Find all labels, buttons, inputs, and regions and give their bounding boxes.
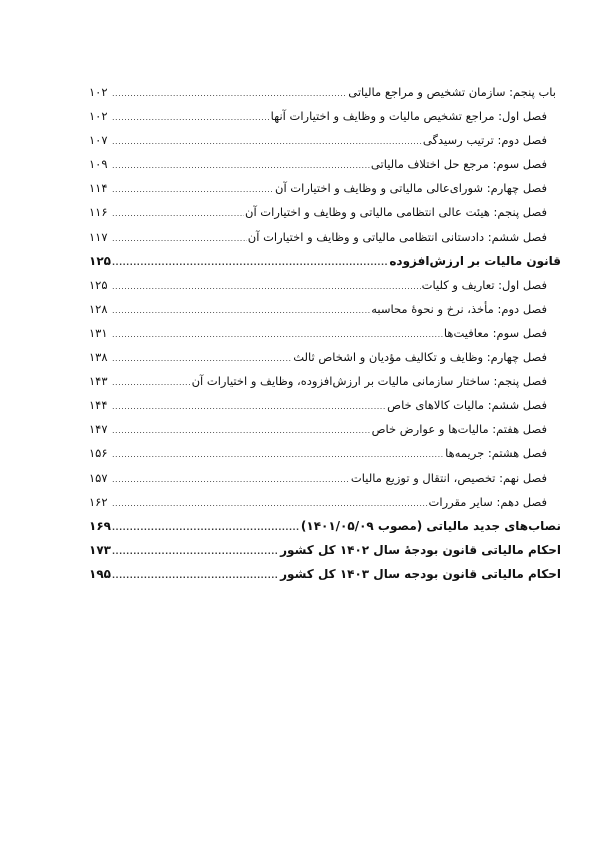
toc-entry[interactable] <box>89 441 561 465</box>
toc-entry-page-number: ۱۲۸ <box>89 301 108 316</box>
toc-entry[interactable] <box>89 128 561 152</box>
toc-entry[interactable] <box>89 152 561 176</box>
dot-leader <box>112 130 422 154</box>
toc-entry-page-number: ۱۵۷ <box>89 470 108 485</box>
toc-entry[interactable] <box>89 345 561 369</box>
toc-entry-title: فصل پنجم: هیئت عالی انتظامی مالیاتی و وظایف و اختیارات آن <box>245 205 547 220</box>
toc-entry[interactable] <box>89 417 561 441</box>
toc-entry[interactable] <box>89 200 561 224</box>
toc-entry-title: فصل نهم: تخصیص، انتقال و توزیع مالیات <box>350 470 547 485</box>
dot-leader <box>112 443 444 467</box>
toc-entry-title: فصل چهارم: شورای‌عالی مالیاتی و وظایف و اختیارات آن <box>275 181 547 196</box>
toc-entry-page-number: ۱۴۷ <box>89 422 108 437</box>
toc-entry-page-number: ۱۰۲ <box>89 109 108 124</box>
toc-entry-title: فصل ششم: دادستانی انتظامی مالیاتی و وظایف و اختیارات آن <box>247 229 547 244</box>
toc-entry-page-number: ۱۴۳ <box>89 374 108 389</box>
toc-entry-title: قانون مالیات بر ارزش‌افزوده <box>389 253 561 268</box>
toc-entry-title: فصل دوم: مأخذ، نرخ و نحوۀ محاسبه <box>371 301 547 316</box>
toc-section-entry[interactable] <box>89 514 561 538</box>
toc-entry-title: فصل سوم: معافیت‌ها <box>443 325 547 340</box>
toc-entry-page-number: ۱۰۲ <box>89 85 108 99</box>
toc-entry-title: فصل اول: تعاریف و کلیات <box>421 277 547 292</box>
dot-leader <box>112 82 347 106</box>
dot-leader <box>112 516 300 540</box>
dot-leader <box>112 419 371 443</box>
dot-leader <box>112 299 370 323</box>
toc-entry[interactable] <box>89 466 561 490</box>
toc-entry-page-number: ۱۶۹ <box>89 518 111 533</box>
dot-leader <box>112 227 247 251</box>
toc-entry-title: احکام مالیاتی قانون بودجۀ سال ۱۴۰۲ کل کشور <box>280 542 561 557</box>
toc-entry-page-number: ۱۳۱ <box>89 325 108 340</box>
dot-leader <box>112 347 292 371</box>
toc-entry-page-number: ۱۰۷ <box>89 133 108 148</box>
toc-entry-page-number: ۱۷۳ <box>89 542 111 557</box>
toc-entry-title: باب پنجم: سازمان تشخیص و مراجع مالیاتی <box>348 85 556 99</box>
toc-entry-page-number: ۱۴۴ <box>89 398 108 413</box>
toc-section-entry[interactable] <box>89 538 561 562</box>
dot-leader <box>112 323 443 347</box>
toc-entry[interactable] <box>89 176 561 200</box>
toc-entry-title: فصل هشتم: جریمه‌ها <box>445 446 547 461</box>
dot-leader <box>112 106 270 130</box>
toc-entry-page-number: ۱۱۶ <box>89 205 108 220</box>
toc-entry-page-number: ۱۹۵ <box>89 566 111 581</box>
dot-leader <box>112 371 191 395</box>
toc-entry-title: نصاب‌های جدید مالیاتی (مصوب ۱۴۰۱/۰۵/۰۹) <box>300 518 561 533</box>
toc-entry[interactable] <box>89 297 561 321</box>
toc-section-entry[interactable] <box>89 249 561 273</box>
toc-entry-title: فصل پنجم: ساختار سازمانی مالیات بر ارزش‌افزوده، وظایف و اختیارات آن <box>191 374 547 389</box>
toc-entry-title: فصل چهارم: وظایف و تکالیف مؤدیان و اشخاص ثالث <box>293 350 547 365</box>
toc-entry[interactable] <box>89 393 561 417</box>
toc-entry-title: فصل سوم: مرجع حل اختلاف مالیاتی <box>370 157 547 172</box>
toc-entry-title: فصل هفتم: مالیات‌ها و عوارض خاص <box>371 422 547 437</box>
toc-entry-page-number: ۱۵۶ <box>89 446 108 461</box>
toc-entry[interactable] <box>89 490 561 514</box>
toc-entry-page-number: ۱۱۴ <box>89 181 108 196</box>
toc-entry[interactable] <box>89 321 561 345</box>
dot-leader <box>112 540 279 564</box>
toc-entry-page-number: ۱۰۹ <box>89 157 108 172</box>
toc-entry-page-number: ۱۱۷ <box>89 229 108 244</box>
toc-entry-page-number: ۱۲۵ <box>89 253 111 268</box>
toc-entry[interactable] <box>89 104 561 128</box>
toc-entry-title: فصل اول: مراجع تشخیص مالیات و وظایف و اختیارات آنها <box>270 109 547 124</box>
dot-leader <box>112 178 274 202</box>
toc-entry-title: فصل ششم: مالیات کالاهای خاص <box>387 398 547 413</box>
dot-leader <box>112 492 428 516</box>
toc-entry-page-number: ۱۳۸ <box>89 350 108 365</box>
dot-leader <box>112 564 279 588</box>
toc-entry-page-number: ۱۲۵ <box>89 277 108 292</box>
toc-entry[interactable] <box>89 369 561 393</box>
dot-leader <box>112 154 370 178</box>
toc-section-entry[interactable] <box>89 562 561 586</box>
table-of-contents <box>89 80 561 586</box>
dot-leader <box>112 275 421 299</box>
dot-leader <box>112 468 350 492</box>
toc-entry[interactable] <box>89 225 561 249</box>
toc-entry-title: فصل دهم: سایر مقررات <box>428 494 547 509</box>
toc-entry[interactable] <box>89 80 561 104</box>
dot-leader <box>112 251 388 275</box>
toc-entry-title: احکام مالیاتی قانون بودجه سال ۱۴۰۳ کل کشور <box>280 566 561 581</box>
toc-entry-title: فصل دوم: ترتیب رسیدگی <box>422 133 547 148</box>
dot-leader <box>112 202 244 226</box>
toc-entry-page-number: ۱۶۲ <box>89 494 108 509</box>
toc-entry[interactable] <box>89 273 561 297</box>
dot-leader <box>112 395 386 419</box>
